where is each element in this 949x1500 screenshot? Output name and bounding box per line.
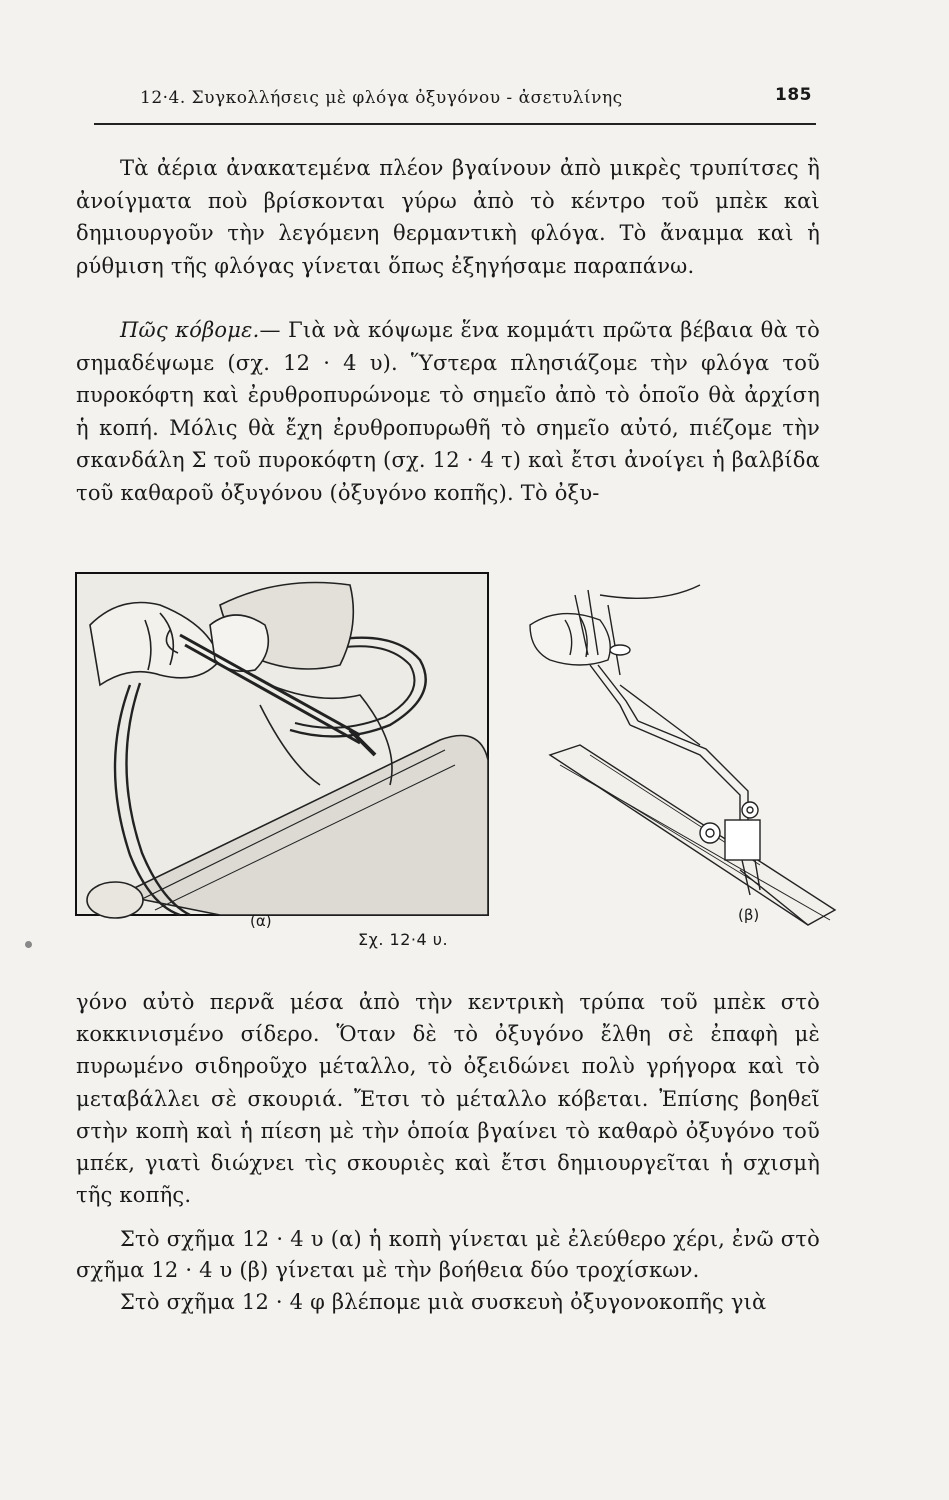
figure-illustration <box>60 565 840 955</box>
paragraph-2-body: — Γιὰ νὰ κόψωμε ἕνα κομμάτι πρῶτα βέβαια θὰ τὸ σημαδέψωμε (σχ. 12 · 4 υ). Ὕστερα πλησιάζομε τὴν φλόγα τοῦ πυροκόφτη καὶ ἐρυθροπυρώνομε τὸ σημεῖο ἀπὸ τὸ ὁποῖο θὰ ἀρχίση ἡ κοπή. Μόλις θὰ ἔχη ἐρυθροπυρωθῆ τὸ σημεῖο αὐτό, πιέζομε τὴν σκανδάλη Σ τοῦ πυροκόφτη (σχ. 12 · 4 τ) καὶ ἔτσι ἀνοίγει ἡ βαλβίδα τοῦ καθαροῦ ὀξυγόνου (ὀξυγόνο κοπῆς). Τὸ ὀξυ- <box>76 318 820 505</box>
running-header <box>140 85 812 118</box>
figure-a-drawing <box>76 573 488 918</box>
paragraph-2-heading: Πῶς κόβομε. <box>120 318 260 342</box>
margin-dot <box>25 941 32 948</box>
header-rule <box>94 123 816 125</box>
figure-label-b: (β) <box>738 906 760 924</box>
paragraph-1: Τὰ ἀέρια ἀνακατεμένα πλέον βγαίνουν ἀπὸ μικρὲς τρυπίτσες ἢ ἀνοίγματα ποὺ βρίσκονται γύρω ἀπὸ τὸ κέντρο τοῦ μπὲκ καὶ δημιουργοῦν τὴν λεγόμενη θερμαντικὴ φλόγα. Τὸ ἄναμμα καὶ ἡ ρύθμιση τῆς φλόγας γίνεται ὅπως ἐξηγήσαμε παραπάνω. <box>76 156 820 278</box>
figure-12-4-u <box>60 565 840 955</box>
page-number: 185 <box>775 85 812 105</box>
header-title: 12·4. Συγκολλήσεις μὲ φλόγα ὀξυγόνου - ἀσετυλίνης <box>140 88 623 108</box>
figure-label-a: (α) <box>250 912 272 930</box>
paragraph-4: Στὸ σχῆμα 12 · 4 υ (α) ἡ κοπὴ γίνεται μὲ ἐλεύθερο χέρι, ἐνῶ στὸ σχῆμα 12 · 4 υ (β) γίνεται μὲ τὴν βοήθεια δύο τροχίσκων. <box>76 1227 820 1282</box>
paragraph-5: Στὸ σχῆμα 12 · 4 φ βλέπομε μιὰ συσκευὴ ὀξυγονοκοπῆς γιὰ <box>120 1290 767 1314</box>
figure-caption: Σχ. 12·4 υ. <box>358 930 449 949</box>
figure-b-drawing <box>530 585 835 925</box>
paragraph-3: γόνο αὐτὸ περνᾶ μέσα ἀπὸ τὴν κεντρικὴ τρύπα τοῦ μπὲκ στὸ κοκκινισμένο σίδερο. Ὅταν δὲ τὸ ὀξυγόνο ἔλθη σὲ ἐπαφὴ μὲ πυρωμένο σιδηροῦχο μέταλλο, τὸ ὀξειδώνει πολὺ γρήγορα καὶ τὸ μεταβάλλει σὲ σκουριά. Ἔτσι τὸ μέταλλο κόβεται. Ἐπίσης βοηθεῖ στὴν κοπὴ καὶ ἡ πίεση μὲ τὴν ὁποία βγαίνει τὸ καθαρὸ ὀξυγόνο τοῦ μπέκ, γιατὶ διώχνει τὶς σκουριὲς καὶ ἔτσι δημιουργεῖται ἡ σχισμὴ τῆς κοπῆς. <box>76 990 820 1208</box>
paragraph-2 <box>76 314 820 510</box>
